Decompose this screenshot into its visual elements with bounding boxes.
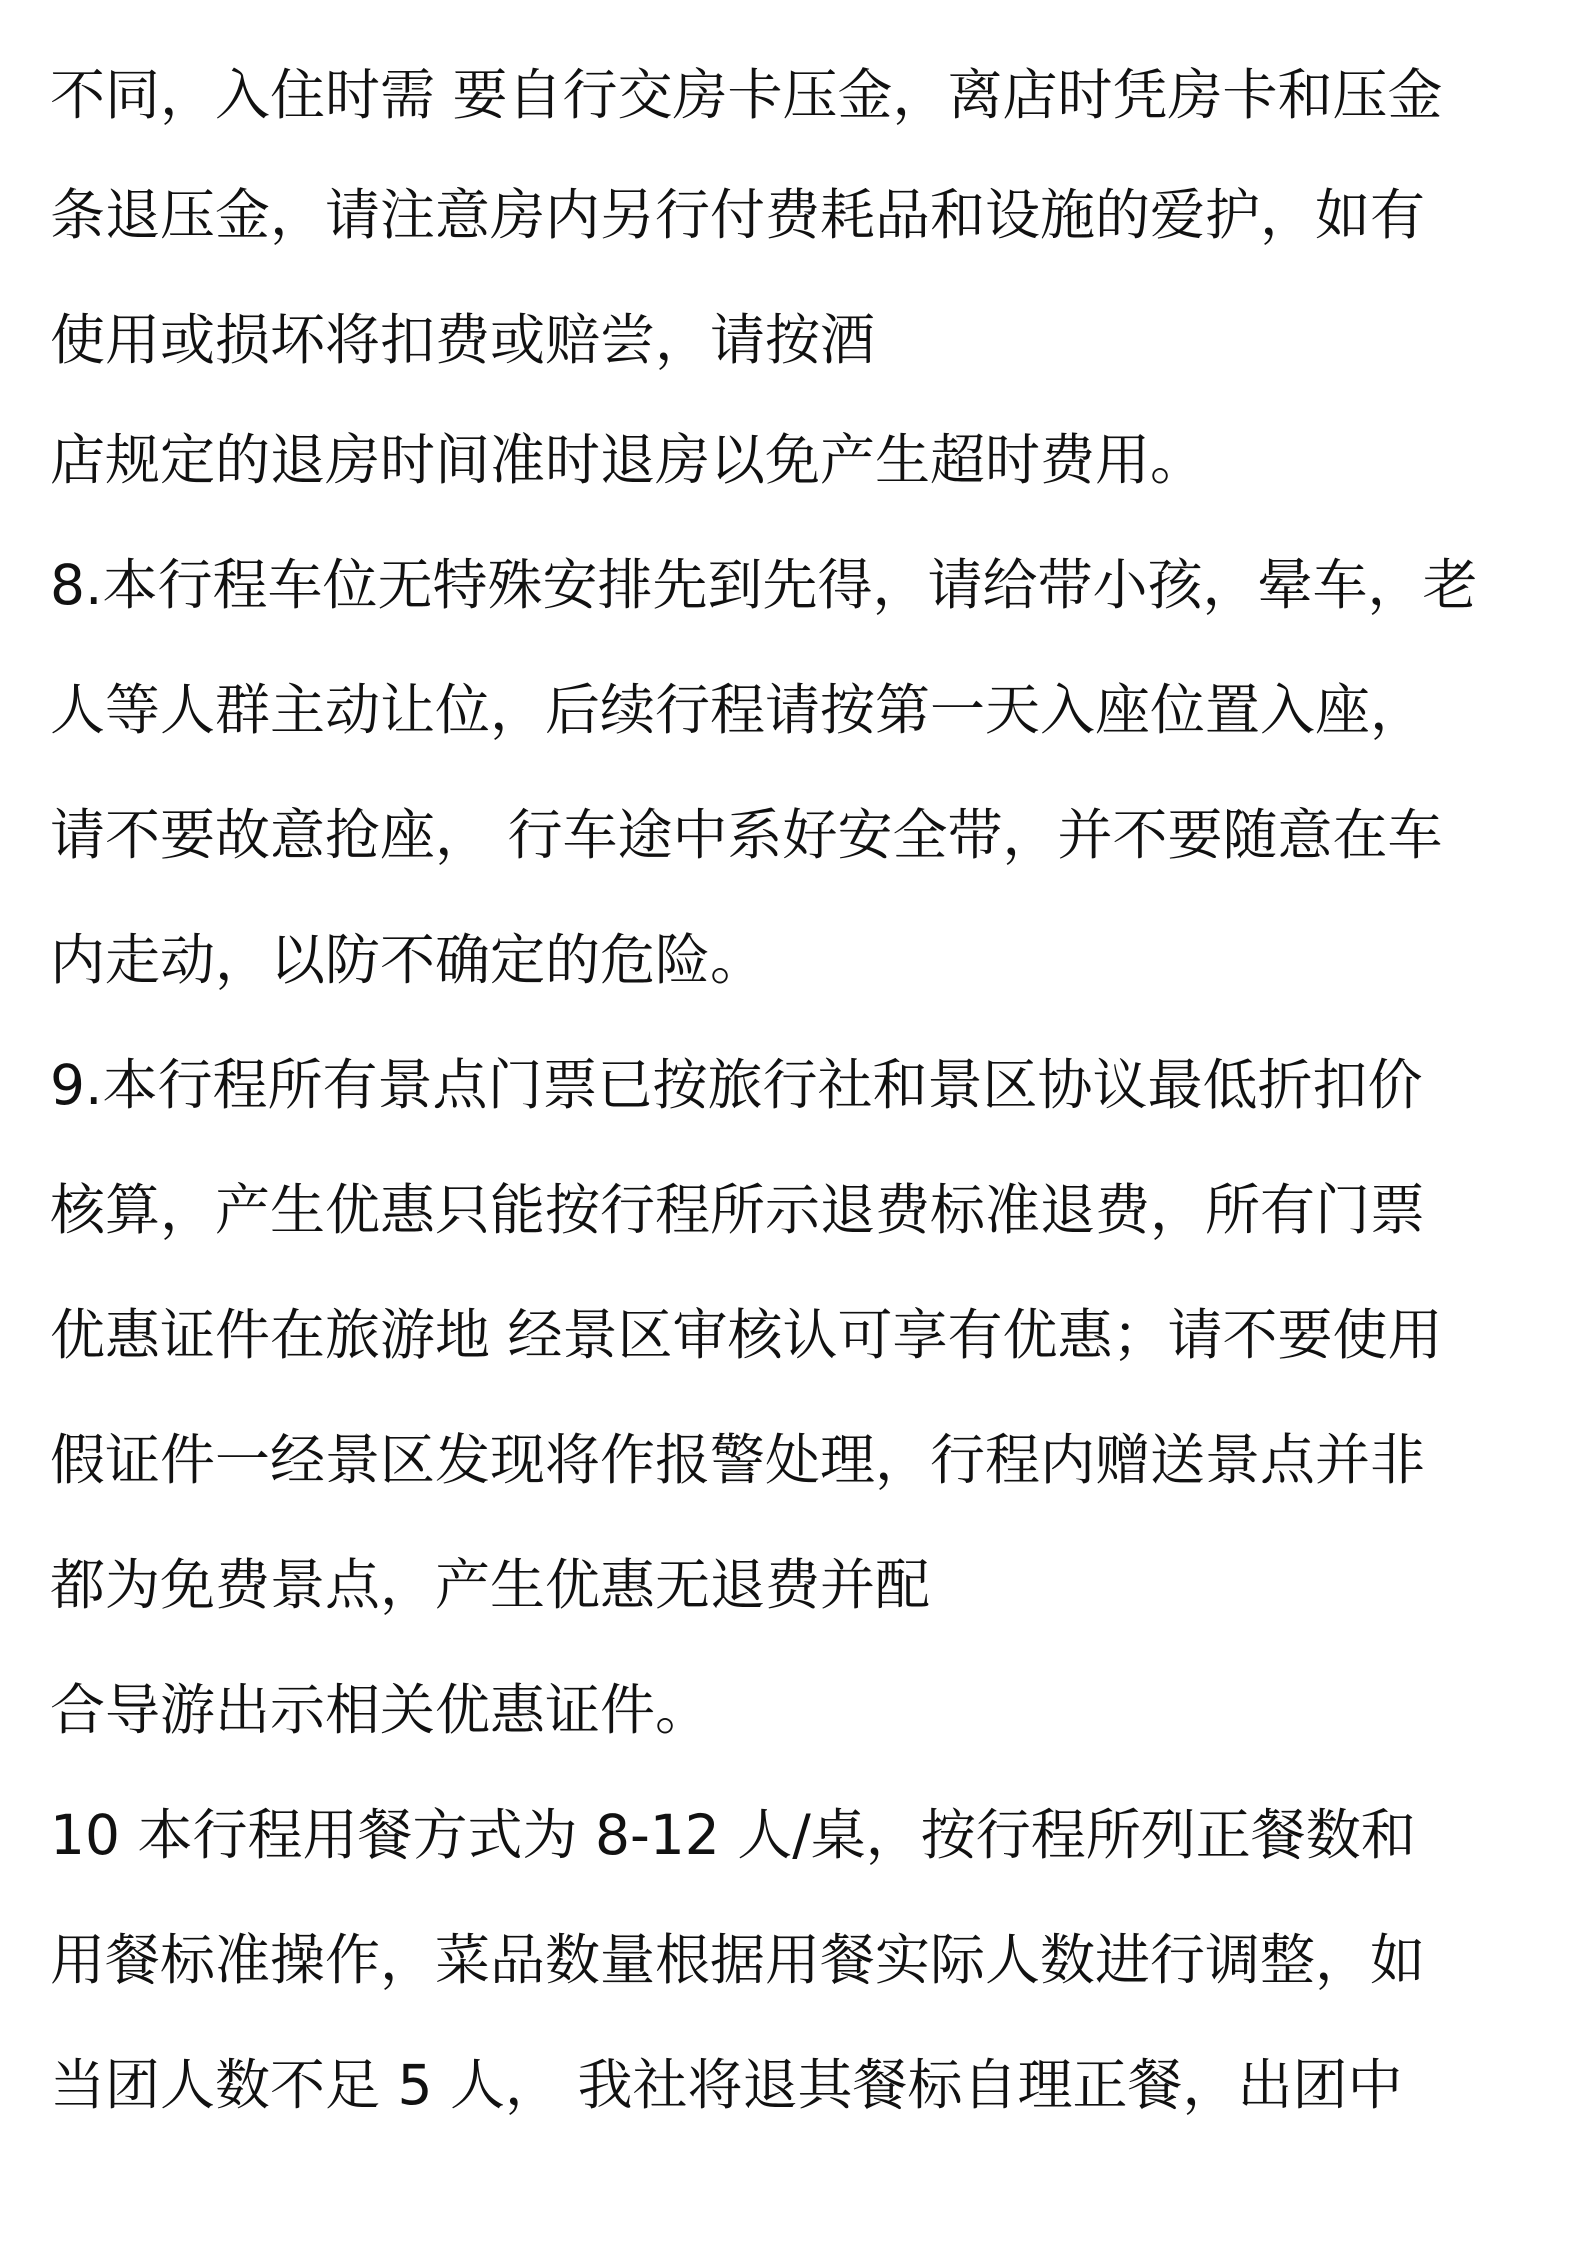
text-line-6: 人等人群主动让位，后续行程请按第一天入座位置入座，: [50, 678, 1426, 742]
text-line-10: 核算，产生优惠只能按行程所示退费标准退费，所有门票: [50, 1178, 1426, 1242]
text-line-5: 8.本行程车位无特殊安排先到先得，请给带小孩，晕车，老: [50, 553, 1478, 617]
text-line-14: 合导游出示相关优惠证件。: [50, 1678, 711, 1742]
text-line-16: 用餐标准操作，菜品数量根据用餐实际人数进行调整，如: [50, 1928, 1426, 1992]
text-line-12: 假证件一经景区发现将作报警处理，行程内赠送景点并非: [50, 1428, 1426, 1492]
text-line-1: 不同，入住时需 要自行交房卡压金，离店时凭房卡和压金: [50, 63, 1443, 127]
text-line-2: 条退压金，请注意房内另行付费耗品和设施的爱护，如有: [50, 183, 1426, 247]
text-line-7: 请不要故意抢座， 行车途中系好安全带，并不要随意在车: [50, 803, 1443, 867]
text-line-13: 都为免费景点，产生优惠无退费并配: [50, 1553, 931, 1617]
text-line-3: 使用或损坏将扣费或赔尝，请按酒: [50, 308, 876, 372]
text-line-11: 优惠证件在旅游地 经景区审核认可享有优惠；请不要使用: [50, 1303, 1443, 1367]
text-line-9: 9.本行程所有景点门票已按旅行社和景区协议最低折扣价: [50, 1053, 1423, 1117]
text-line-4: 店规定的退房时间准时退房以免产生超时费用。: [50, 428, 1206, 492]
text-line-15: 10 本行程用餐方式为 8-12 人/桌，按行程所列正餐数和: [50, 1803, 1416, 1867]
text-line-17: 当团人数不足 5 人， 我社将退其餐标自理正餐，出团中: [50, 2053, 1403, 2117]
text-line-8: 内走动，以防不确定的危险。: [50, 928, 766, 992]
